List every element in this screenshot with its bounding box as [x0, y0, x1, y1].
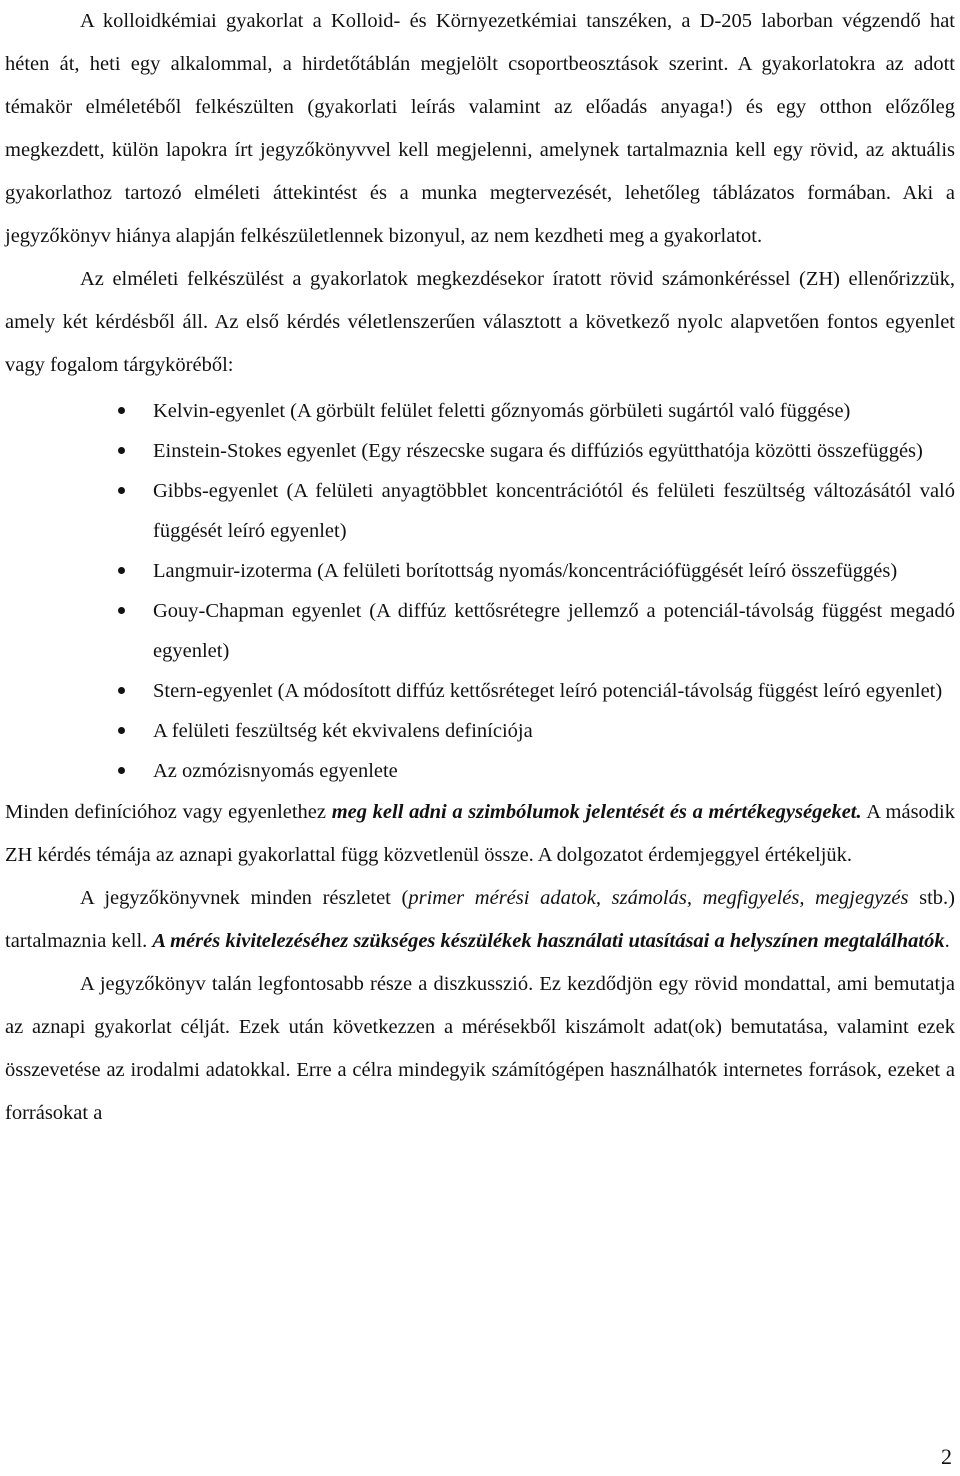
- list-item: Kelvin-egyenlet (A görbült felület feletti gőznyomás görbületi sugártól való függése): [5, 391, 955, 431]
- definition-emphasis: meg kell adni a szimbólumok jelentését és a mértékegységeket.: [331, 801, 862, 823]
- list-item: Stern-egyenlet (A módosított diffúz kettősréteget leíró potenciál-távolság függést leíró egyenlet): [5, 671, 955, 711]
- bullet-icon: [118, 687, 125, 694]
- intro-paragraph: A kolloidkémiai gyakorlat a Kolloid- és Környezetkémiai tanszéken, a D-205 laborban végzendő hat héten át, heti egy alkalommal, a hirdetőtáblán megjelölt csoportbeosztások szerint. A gyakorlatokra az adott témakör elméletéből felkészülten (gyakorlati leírás valamint az előadás anyaga!) és egy otthon előzőleg megkezdett, külön lapokra írt jegyzőkönyvvel kell megjelenni, amelynek tartalmaznia kell egy rövid, az aktuális gyakorlathoz tartozó elméleti áttekintést és a munka megtervezését, lehetőleg táblázatos formában. Aki a jegyzőkönyv hiánya alapján felkészületlennek bizonyul, az nem kezdheti meg a gyakorlatot.: [5, 10, 955, 247]
- list-item: Langmuir-izoterma (A felületi borítottság nyomás/koncentrációfüggését leíró összefüggés): [5, 551, 955, 591]
- discussion-paragraph: A jegyzőkönyv talán legfontosabb része a diszkusszió. Ez kezdődjön egy rövid mondattal, ami bemutatja az aznapi gyakorlat célját. Ezek után következzen a mérésekből kiszámolt adat(ok) bemutatása, valamint ezek összevetése az irodalmi adatokkal. Erre a célra mindegyik számítógépen használhatók internetes források, ezeket a forrásokat a: [5, 973, 955, 1124]
- page-number: 2: [941, 1444, 952, 1469]
- bullet-icon: [118, 407, 125, 414]
- list-item: Gibbs-egyenlet (A felületi anyagtöbblet koncentrációtól és felületi feszültség változásától való függését leíró egyenlet): [5, 471, 955, 551]
- list-item: Az ozmózisnyomás egyenlete: [5, 751, 955, 791]
- instructions-emphasis: A mérés kivitelezéséhez szükséges készülékek használati utasításai a helyszínen megtalálhatók: [152, 930, 945, 952]
- bullet-icon: [118, 607, 125, 614]
- bullet-icon: [118, 767, 125, 774]
- bullet-icon: [118, 567, 125, 574]
- report-paragraph: A jegyzőkönyvnek minden részletet (primer mérési adatok, számolás, megfigyelés, megjegyzés stb.) tartalmaznia kell. A mérés kivitelezéséhez szükséges készülékek használati utasításai a helyszínen megtalálhatók.: [5, 887, 955, 952]
- bullet-icon: [118, 487, 125, 494]
- list-item: A felületi feszültség két ekvivalens definíciója: [5, 711, 955, 751]
- zh-paragraph: Az elméleti felkészülést a gyakorlatok megkezdésekor íratott rövid számonkéréssel (ZH) ellenőrizzük, amely két kérdésből áll. Az első kérdés véletlenszerűen választott a következő nyolc alapvetően fontos egyenlet vagy fogalom tárgyköréből:: [5, 268, 955, 376]
- definition-paragraph: Minden definícióhoz vagy egyenlethez meg kell adni a szimbólumok jelentését és a mértékegységeket. A második ZH kérdés témája az aznapi gyakorlattal függ közvetlenül össze. A dolgozatot érdemjeggyel értékeljük.: [5, 801, 956, 866]
- list-item: Gouy-Chapman egyenlet (A diffúz kettősrétegre jellemző a potenciál-távolság függést megadó egyenlet): [5, 591, 955, 671]
- report-details-italic: primer mérési adatok, számolás, megfigyelés, megjegyzés: [408, 887, 909, 909]
- topic-list: [5, 391, 955, 791]
- document-body: [5, 0, 955, 1135]
- bullet-icon: [118, 727, 125, 734]
- bullet-icon: [118, 447, 125, 454]
- list-item: Einstein-Stokes egyenlet (Egy részecske sugara és diffúziós együtthatója közötti összefüggés): [5, 431, 955, 471]
